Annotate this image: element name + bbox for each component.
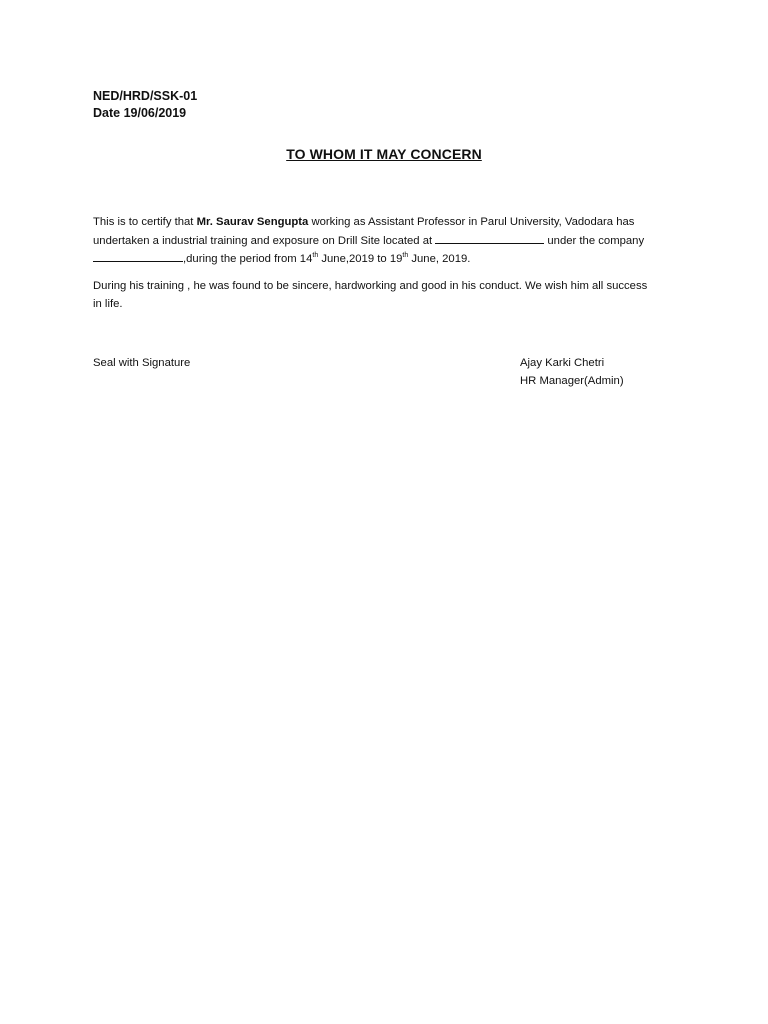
start-day-ordinal: th: [312, 252, 319, 259]
document-date: Date 19/06/2019: [93, 106, 187, 120]
certification-intro-text: This is to certify that: [93, 216, 197, 228]
document-title: TO WHOM IT MAY CONCERN: [286, 146, 482, 162]
person-name: Mr. Saurav Sengupta: [196, 216, 309, 228]
seal-label: Seal with Signature: [93, 357, 191, 369]
end-day-ordinal: th: [402, 252, 409, 259]
signatory-designation: HR Manager(Admin): [520, 374, 624, 387]
conduct-line-2: in life.: [93, 297, 123, 310]
reference-block: [93, 88, 197, 122]
company-text: under the company: [544, 234, 645, 247]
certification-role-text: working as Assistant Professor in Parul University, Vadodara has: [308, 216, 635, 228]
signatory-name: Ajay Karki Chetri: [520, 357, 605, 369]
period-start-text: ,during the period from 14: [183, 253, 313, 265]
training-text: undertaken a industrial training and exposure on Drill Site located at: [93, 234, 436, 247]
certification-line-3: [93, 250, 683, 269]
period-middle-text: June,2019 to 19: [318, 253, 403, 265]
company-blank-field: [93, 250, 183, 262]
reference-number: NED/HRD/SSK-01: [93, 89, 198, 103]
conduct-paragraph: [93, 278, 683, 313]
certification-line-2: [93, 232, 683, 251]
certification-line-1: [93, 214, 683, 232]
conduct-line-1: During his training , he was found to be sincere, hardworking and good in his conduct. We wish him all success: [93, 280, 648, 292]
certification-paragraph: [93, 214, 683, 269]
location-blank-field: [435, 232, 544, 244]
signatory-block: [520, 355, 624, 390]
period-end-text: June, 2019.: [408, 253, 471, 265]
